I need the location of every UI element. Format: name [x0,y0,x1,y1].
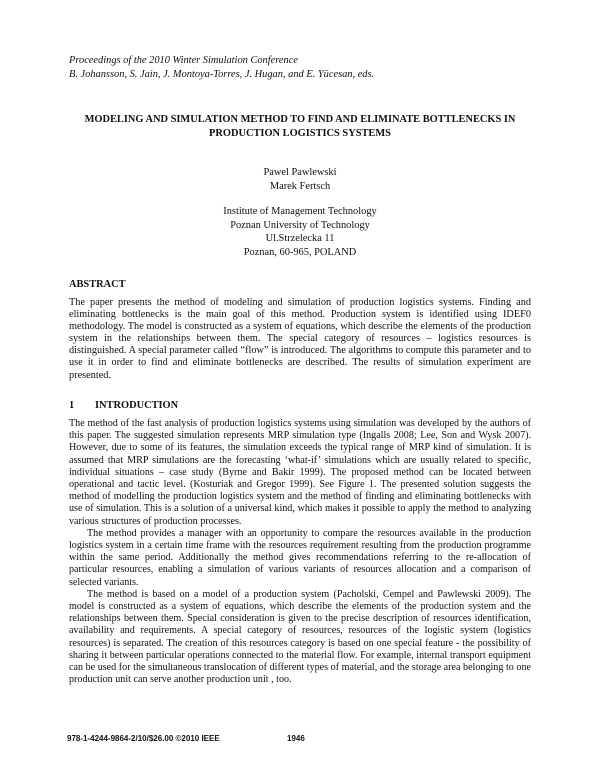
paragraph: The method is based on a model of a production system (Pacholski, Cempel and Pawlewski 2009). The model is constructed as a system of equations, which describe the elements of the production system and the relationships between them. Special consideration is given to the precise description of resources identification, availability and requirements. A special category of resources, resources of the logistic system (logistics resources) is separated. The creation of this resources category is based on one special feature - the possibility of sharing it between particular operations connected to the material flow. For example, internal transport equipment can be used for the simultaneous translocation of different types of material, and the storage area belonging to one production unit can serve another production unit , too. [69,588,531,686]
title-line: MODELING AND SIMULATION METHOD TO FIND AND ELIMINATE BOTTLENECKS IN [84,114,516,125]
affiliation-line: Poznan University of Technology [230,219,370,231]
author-name: Marek Fertsch [269,180,331,192]
section-title: INTRODUCTION [95,400,179,411]
affiliation [69,205,531,259]
section-heading [69,400,178,411]
affiliation-line: Institute of Management Technology [223,206,377,217]
paragraph: The method provides a manager with an opportunity to compare the resources available in the production logistics system in a certain time frame with the resources requirement resulting from the production programme within the same period. Additionally the method gives recommendations referring to the re-allocation of particular resources, enabling a simulation of various variants of resources allocation and a comparison of selected variants. [69,527,531,588]
introduction-body [69,418,531,686]
footer-isbn: 978-1-4244-9864-2/10/$26.00 ©2010 IEEE [67,734,220,743]
author-name: Pawel Pawlewski [263,167,337,178]
affiliation-line: Ul.Strzelecka 11 [265,233,335,245]
proceedings-header [69,54,539,81]
section-number: 1 [69,400,75,411]
title-line: PRODUCTION LOGISTICS SYSTEMS [209,127,391,139]
affiliation-line: Poznan, 60-965, POLAND [243,246,357,258]
abstract-text: The paper presents the method of modeling and simulation of production logistics systems. Finding and eliminating bottlenecks is the main goal of this method. Production system is identified using IDEF0 methodology. The model is constructed as a system of equations, which describe the elements of the production system in the relationships between them. The special category of resources – logistics resources is distinguished. A special parameter called “flow” is introduced. The algorithms to compute this parameter and to use it in order to find and eliminate bottlenecks are described. The results of simulation experiment are presented. [69,297,531,381]
paper-title [69,113,531,140]
editors-line: B. Johansson, S. Jain, J. Montoya-Torres, J. Hugan, and E. Yücesan, eds. [69,68,375,80]
paragraph: The method of the fast analysis of production logistics systems using simulation was developed by the authors of this paper. The suggested simulation represents MRP simulation type (Ingalls 2008; Lee, Son and Wysk 2007). However, due to some of its features, the simulation exceeds the typical range of MRP kind of simulation. It is assumed that MRP simulations are the forecasting ‘what-if’ simulations which are usually related to specific, individual situations – case study (Byrne and Bakir 1999). The proposed method can be located between operational and tactic level. (Kosturiak and Gregor 1999). See Figure 1. The presented solution suggests the method of modelling the production logistics system and the method of finding and eliminating bottlenecks with use of simulation. This is a solution of a universal kind, which makes it possible to apply the method to analyzing various structures of production processes. [69,418,531,527]
proceedings-line: Proceedings of the 2010 Winter Simulation Conference [69,55,298,66]
page-number: 1946 [287,734,305,743]
abstract-heading: ABSTRACT [69,279,126,290]
author-list [69,166,531,193]
